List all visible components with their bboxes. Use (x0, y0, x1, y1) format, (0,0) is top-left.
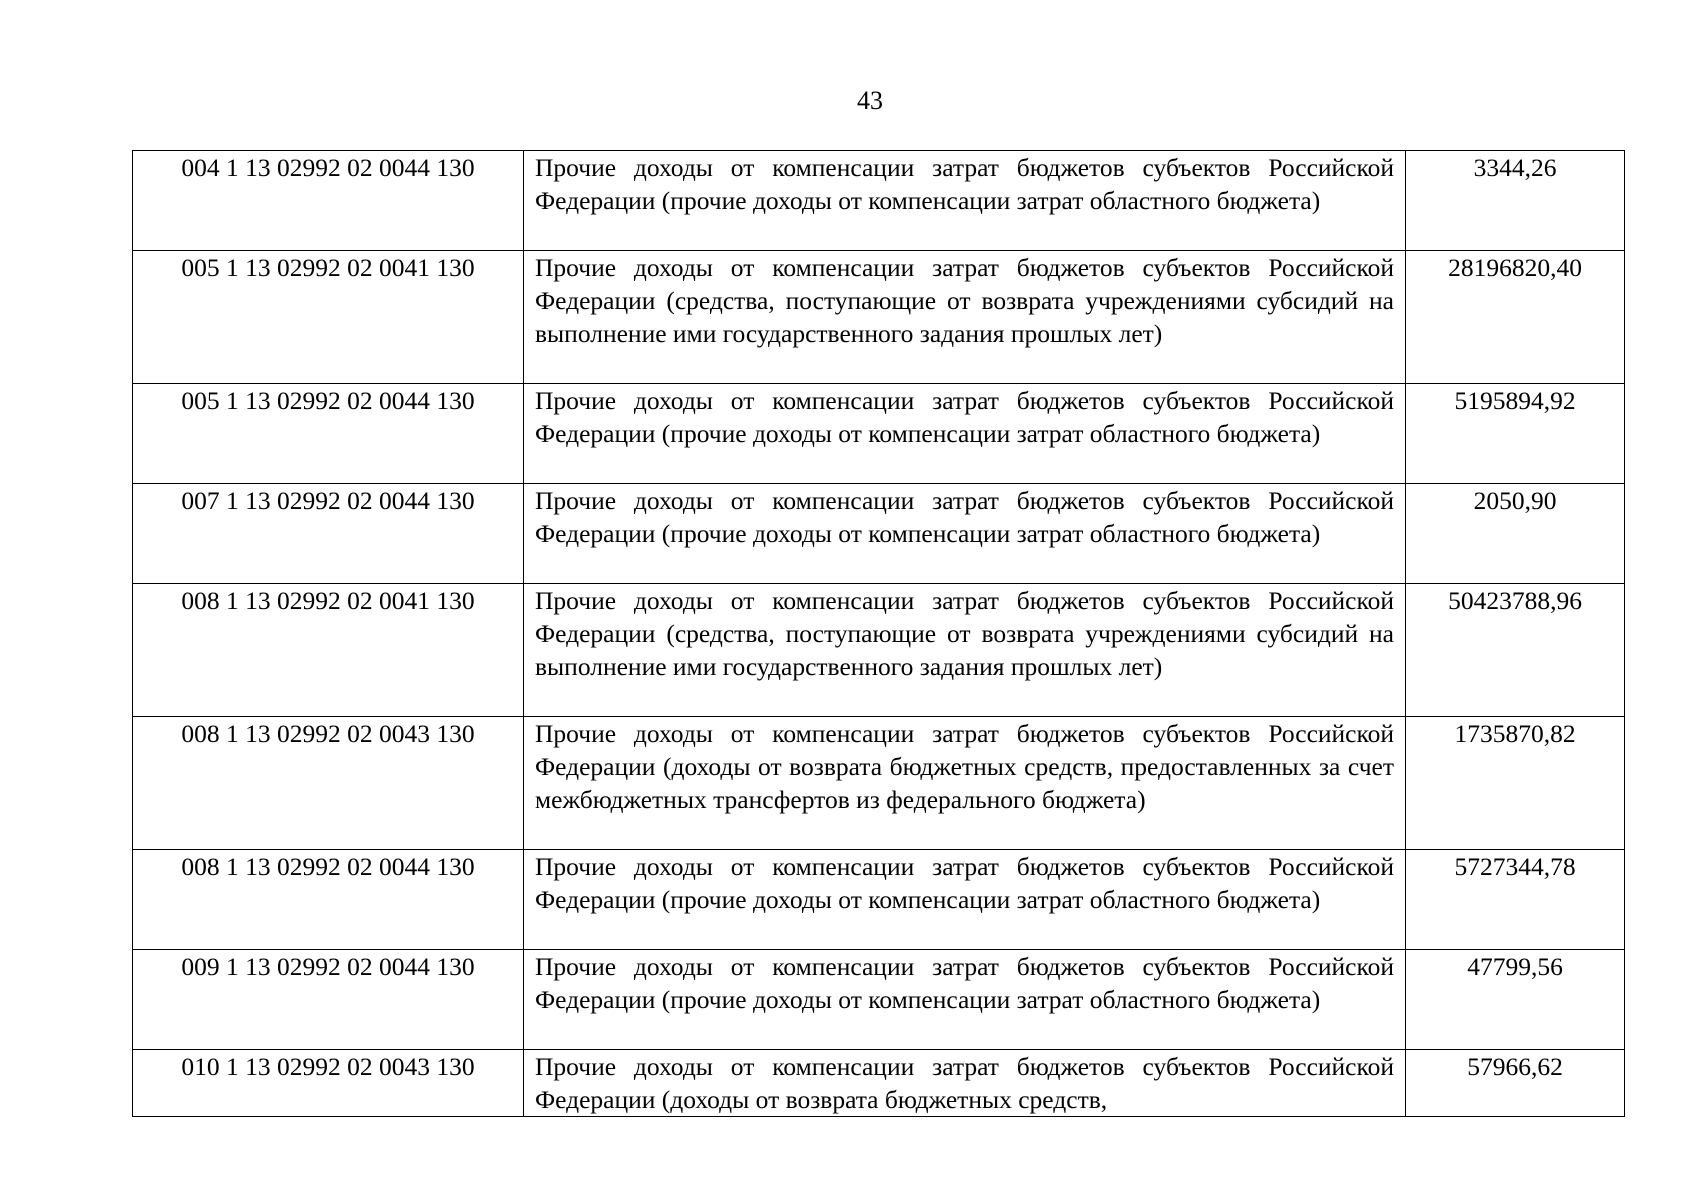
amount-cell: 2050,90 (1406, 484, 1625, 584)
description-cell: Прочие доходы от компенсации затрат бюджетов субъектов Российской Федерации (прочие доходы от компенсации затрат областного бюджета) (524, 950, 1406, 1050)
budget-code-cell: 005 1 13 02992 02 0041 130 (133, 251, 524, 384)
amount-cell: 47799,56 (1406, 950, 1625, 1050)
budget-code-cell: 007 1 13 02992 02 0044 130 (133, 484, 524, 584)
amount-cell: 5727344,78 (1406, 850, 1625, 950)
table-row (133, 484, 1625, 584)
amount-cell: 50423788,96 (1406, 584, 1625, 717)
table-row (133, 384, 1625, 484)
budget-code-cell: 004 1 13 02992 02 0044 130 (133, 151, 524, 251)
description-cell: Прочие доходы от компенсации затрат бюджетов субъектов Российской Федерации (средства, поступающие от возврата учреждениями субсидий на выполнение ими государственного задания прошлых лет) (524, 251, 1406, 384)
table-row (133, 584, 1625, 717)
amount-cell: 3344,26 (1406, 151, 1625, 251)
table-row (133, 717, 1625, 850)
description-cell: Прочие доходы от компенсации затрат бюджетов субъектов Российской Федерации (прочие доходы от компенсации затрат областного бюджета) (524, 151, 1406, 251)
budget-code-cell: 009 1 13 02992 02 0044 130 (133, 950, 524, 1050)
budget-code-cell: 005 1 13 02992 02 0044 130 (133, 384, 524, 484)
description-cell: Прочие доходы от компенсации затрат бюджетов субъектов Российской Федерации (прочие доходы от компенсации затрат областного бюджета) (524, 484, 1406, 584)
description-cell: Прочие доходы от компенсации затрат бюджетов субъектов Российской Федерации (доходы от возврата бюджетных средств, предоставленных за счет межбюджетных трансфертов из федерального бюджета) (524, 717, 1406, 850)
amount-cell: 57966,62 (1406, 1050, 1625, 1117)
budget-code-cell: 010 1 13 02992 02 0043 130 (133, 1050, 524, 1117)
page-number: 43 (857, 86, 883, 115)
description-cell: Прочие доходы от компенсации затрат бюджетов субъектов Российской Федерации (прочие доходы от компенсации затрат областного бюджета) (524, 384, 1406, 484)
budget-code-cell: 008 1 13 02992 02 0044 130 (133, 850, 524, 950)
table-row (133, 151, 1625, 251)
description-cell: Прочие доходы от компенсации затрат бюджетов субъектов Российской Федерации (прочие доходы от компенсации затрат областного бюджета) (524, 850, 1406, 950)
amount-cell: 28196820,40 (1406, 251, 1625, 384)
amount-cell: 1735870,82 (1406, 717, 1625, 850)
budget-code-cell: 008 1 13 02992 02 0043 130 (133, 717, 524, 850)
description-cell: Прочие доходы от компенсации затрат бюджетов субъектов Российской Федерации (доходы от возврата бюджетных средств, (524, 1050, 1406, 1117)
table-row (133, 950, 1625, 1050)
table-row (133, 850, 1625, 950)
budget-code-cell: 008 1 13 02992 02 0041 130 (133, 584, 524, 717)
amount-cell: 5195894,92 (1406, 384, 1625, 484)
table-row (133, 251, 1625, 384)
revenue-table (132, 150, 1625, 1117)
table-row (133, 1050, 1625, 1117)
description-cell: Прочие доходы от компенсации затрат бюджетов субъектов Российской Федерации (средства, поступающие от возврата учреждениями субсидий на выполнение ими государственного задания прошлых лет) (524, 584, 1406, 717)
